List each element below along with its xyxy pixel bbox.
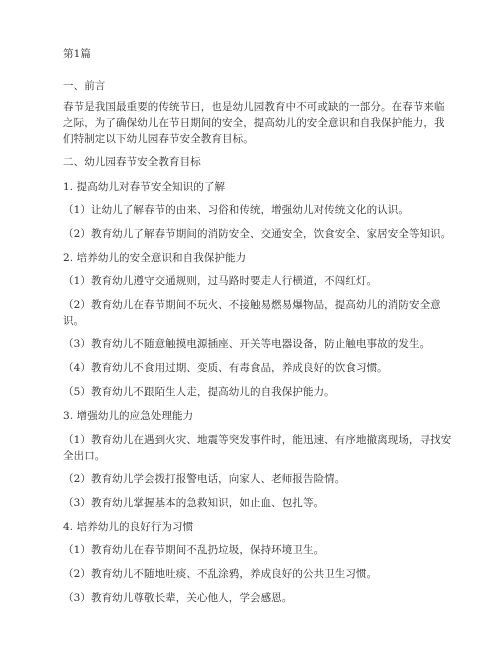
goal-3-item: （3）教育幼儿掌握基本的急救知识，如止血、包扎等。	[63, 497, 325, 509]
goal-4-item: （3）教育幼儿尊敬长辈，关心他人，学会感恩。	[63, 592, 293, 604]
goal-heading-2: 2. 培养幼儿的安全意识和自我保护能力	[63, 252, 247, 264]
goal-2-item: （2）教育幼儿在春节期间不玩火、不接触易燃易爆物品，提高幼儿的消防安全意识。	[63, 299, 441, 327]
goal-2-item: （5）教育幼儿不跟陌生人走，提高幼儿的自我保护能力。	[63, 386, 335, 398]
goal-4-item: （2）教育幼儿不随地吐痰、不乱涂鸦，养成良好的公共卫生习惯。	[63, 568, 378, 580]
preface-paragraph: 春节是我国最重要的传统节日，也是幼儿园教育中不可或缺的一部分。在春节来临之际，为了确保幼儿在节日期间的安全，提高幼儿的安全意识和自我保护能力，我们特制定以下幼儿园春节安全教育目标。	[63, 101, 445, 145]
goal-2-item: （4）教育幼儿不食用过期、变质、有毒食品，养成良好的饮食习惯。	[63, 362, 388, 374]
goal-3-item: （2）教育幼儿学会拨打报警电话，向家人、老师报告险情。	[63, 473, 346, 485]
goal-3-item: （1）教育幼儿在遇到火灾、地震等突发事件时，能迅速、有序地撤离现场，寻找安全出口。	[63, 434, 452, 462]
section-heading-goals: 二、幼儿园春节安全教育目标	[63, 156, 201, 168]
goal-1-item: （2）教育幼儿了解春节期间的消防安全、交通安全，饮食安全、家居安全等知识。	[63, 228, 452, 240]
page-label: 第1篇	[63, 48, 91, 60]
goal-2-item: （3）教育幼儿不随意触摸电源插座、开关等电器设备，防止触电事故的发生。	[63, 338, 431, 350]
goal-4-item: （1）教育幼儿在春节期间不乱扔垃圾，保持环境卫生。	[63, 544, 325, 556]
goal-heading-4: 4. 培养幼儿的良好行为习惯	[63, 521, 194, 533]
section-heading-preface: 一、前言	[63, 80, 106, 92]
goal-heading-3: 3. 增强幼儿的应急处理能力	[63, 410, 194, 422]
goal-heading-1: 1. 提高幼儿对春节安全知识的了解	[63, 181, 226, 193]
goal-2-item: （1）教育幼儿遵守交通规则，过马路时要走人行横道，不闯红灯。	[63, 275, 378, 287]
goal-1-item: （1）让幼儿了解春节的由来、习俗和传统，增强幼儿对传统文化的认识。	[63, 204, 409, 216]
